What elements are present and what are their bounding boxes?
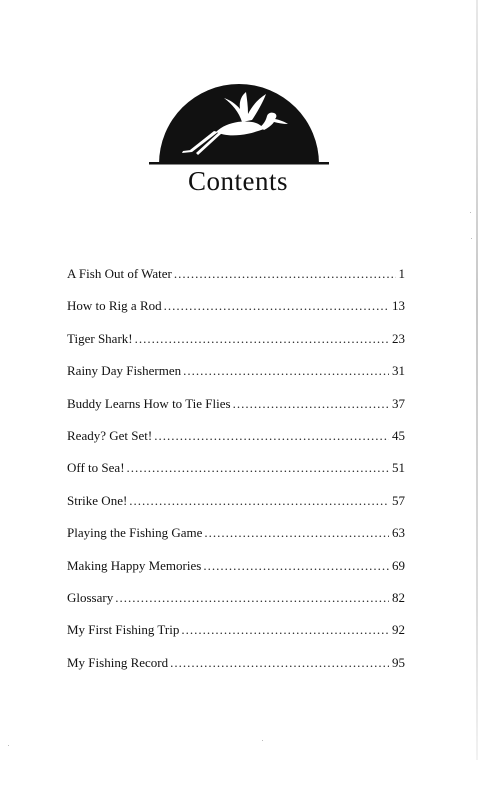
heron-emblem-icon <box>146 82 332 166</box>
toc-dot-leader <box>181 622 389 638</box>
toc-dot-leader <box>115 590 389 606</box>
toc-entry-title: My Fishing Record <box>67 654 169 670</box>
toc-dot-leader <box>204 525 389 541</box>
toc-entry <box>67 396 405 428</box>
contents-list <box>67 266 405 687</box>
toc-entry-page-number: 23 <box>392 330 405 346</box>
toc-entry-page-number: 57 <box>392 492 405 508</box>
toc-entry-page-number: 1 <box>398 266 405 281</box>
toc-dot-leader <box>233 396 389 412</box>
toc-entry <box>67 363 405 395</box>
toc-entry <box>67 331 405 363</box>
toc-entry-page-number: 95 <box>392 654 405 670</box>
paper-speck <box>471 238 472 239</box>
toc-entry-title: Strike One! <box>67 492 128 508</box>
toc-entry-page-number: 37 <box>392 395 405 411</box>
toc-entry-page-number: 45 <box>392 427 405 443</box>
toc-dot-leader <box>164 298 389 314</box>
toc-dot-leader <box>154 428 389 444</box>
toc-entry-title: Playing the Fishing Game <box>67 525 203 541</box>
toc-entry <box>67 266 405 298</box>
toc-entry-title: Glossary <box>67 589 114 605</box>
toc-entry-title: A Fish Out of Water <box>67 266 172 281</box>
toc-entry-page-number: 63 <box>392 525 405 541</box>
toc-entry <box>67 525 405 557</box>
page-title: Contents <box>187 166 288 196</box>
toc-dot-leader <box>183 363 389 379</box>
toc-entry-title: Off to Sea! <box>67 460 125 476</box>
paper-speck <box>470 212 471 213</box>
toc-entry <box>67 590 405 622</box>
toc-entry-title: Tiger Shark! <box>67 330 133 346</box>
toc-entry <box>67 493 405 525</box>
toc-entry <box>67 298 405 330</box>
paper-speck <box>262 740 263 741</box>
toc-entry-title: How to Rig a Rod <box>67 298 162 314</box>
toc-dot-leader <box>135 331 389 347</box>
toc-entry-page-number: 31 <box>392 363 405 379</box>
toc-dot-leader <box>203 558 389 574</box>
toc-entry-page-number: 69 <box>392 557 405 573</box>
toc-entry-title: Ready? Get Set! <box>67 427 153 443</box>
toc-entry-page-number: 92 <box>392 622 405 638</box>
toc-dot-leader <box>174 266 396 282</box>
toc-entry <box>67 558 405 590</box>
page-edge-shadow <box>476 0 478 760</box>
toc-entry-page-number: 82 <box>392 589 405 605</box>
toc-dot-leader <box>129 493 389 509</box>
toc-entry-page-number: 51 <box>392 460 405 476</box>
toc-entry-title: Buddy Learns How to Tie Flies <box>67 395 231 411</box>
toc-entry <box>67 655 405 687</box>
toc-dot-leader <box>127 460 389 476</box>
toc-entry <box>67 460 405 492</box>
paper-speck <box>8 745 9 746</box>
toc-dot-leader <box>170 655 389 671</box>
toc-entry-page-number: 13 <box>392 298 405 314</box>
toc-entry <box>67 428 405 460</box>
toc-entry-title: Rainy Day Fishermen <box>67 363 182 379</box>
toc-entry <box>67 622 405 654</box>
toc-entry-title: My First Fishing Trip <box>67 622 180 638</box>
toc-entry-title: Making Happy Memories <box>67 557 202 573</box>
